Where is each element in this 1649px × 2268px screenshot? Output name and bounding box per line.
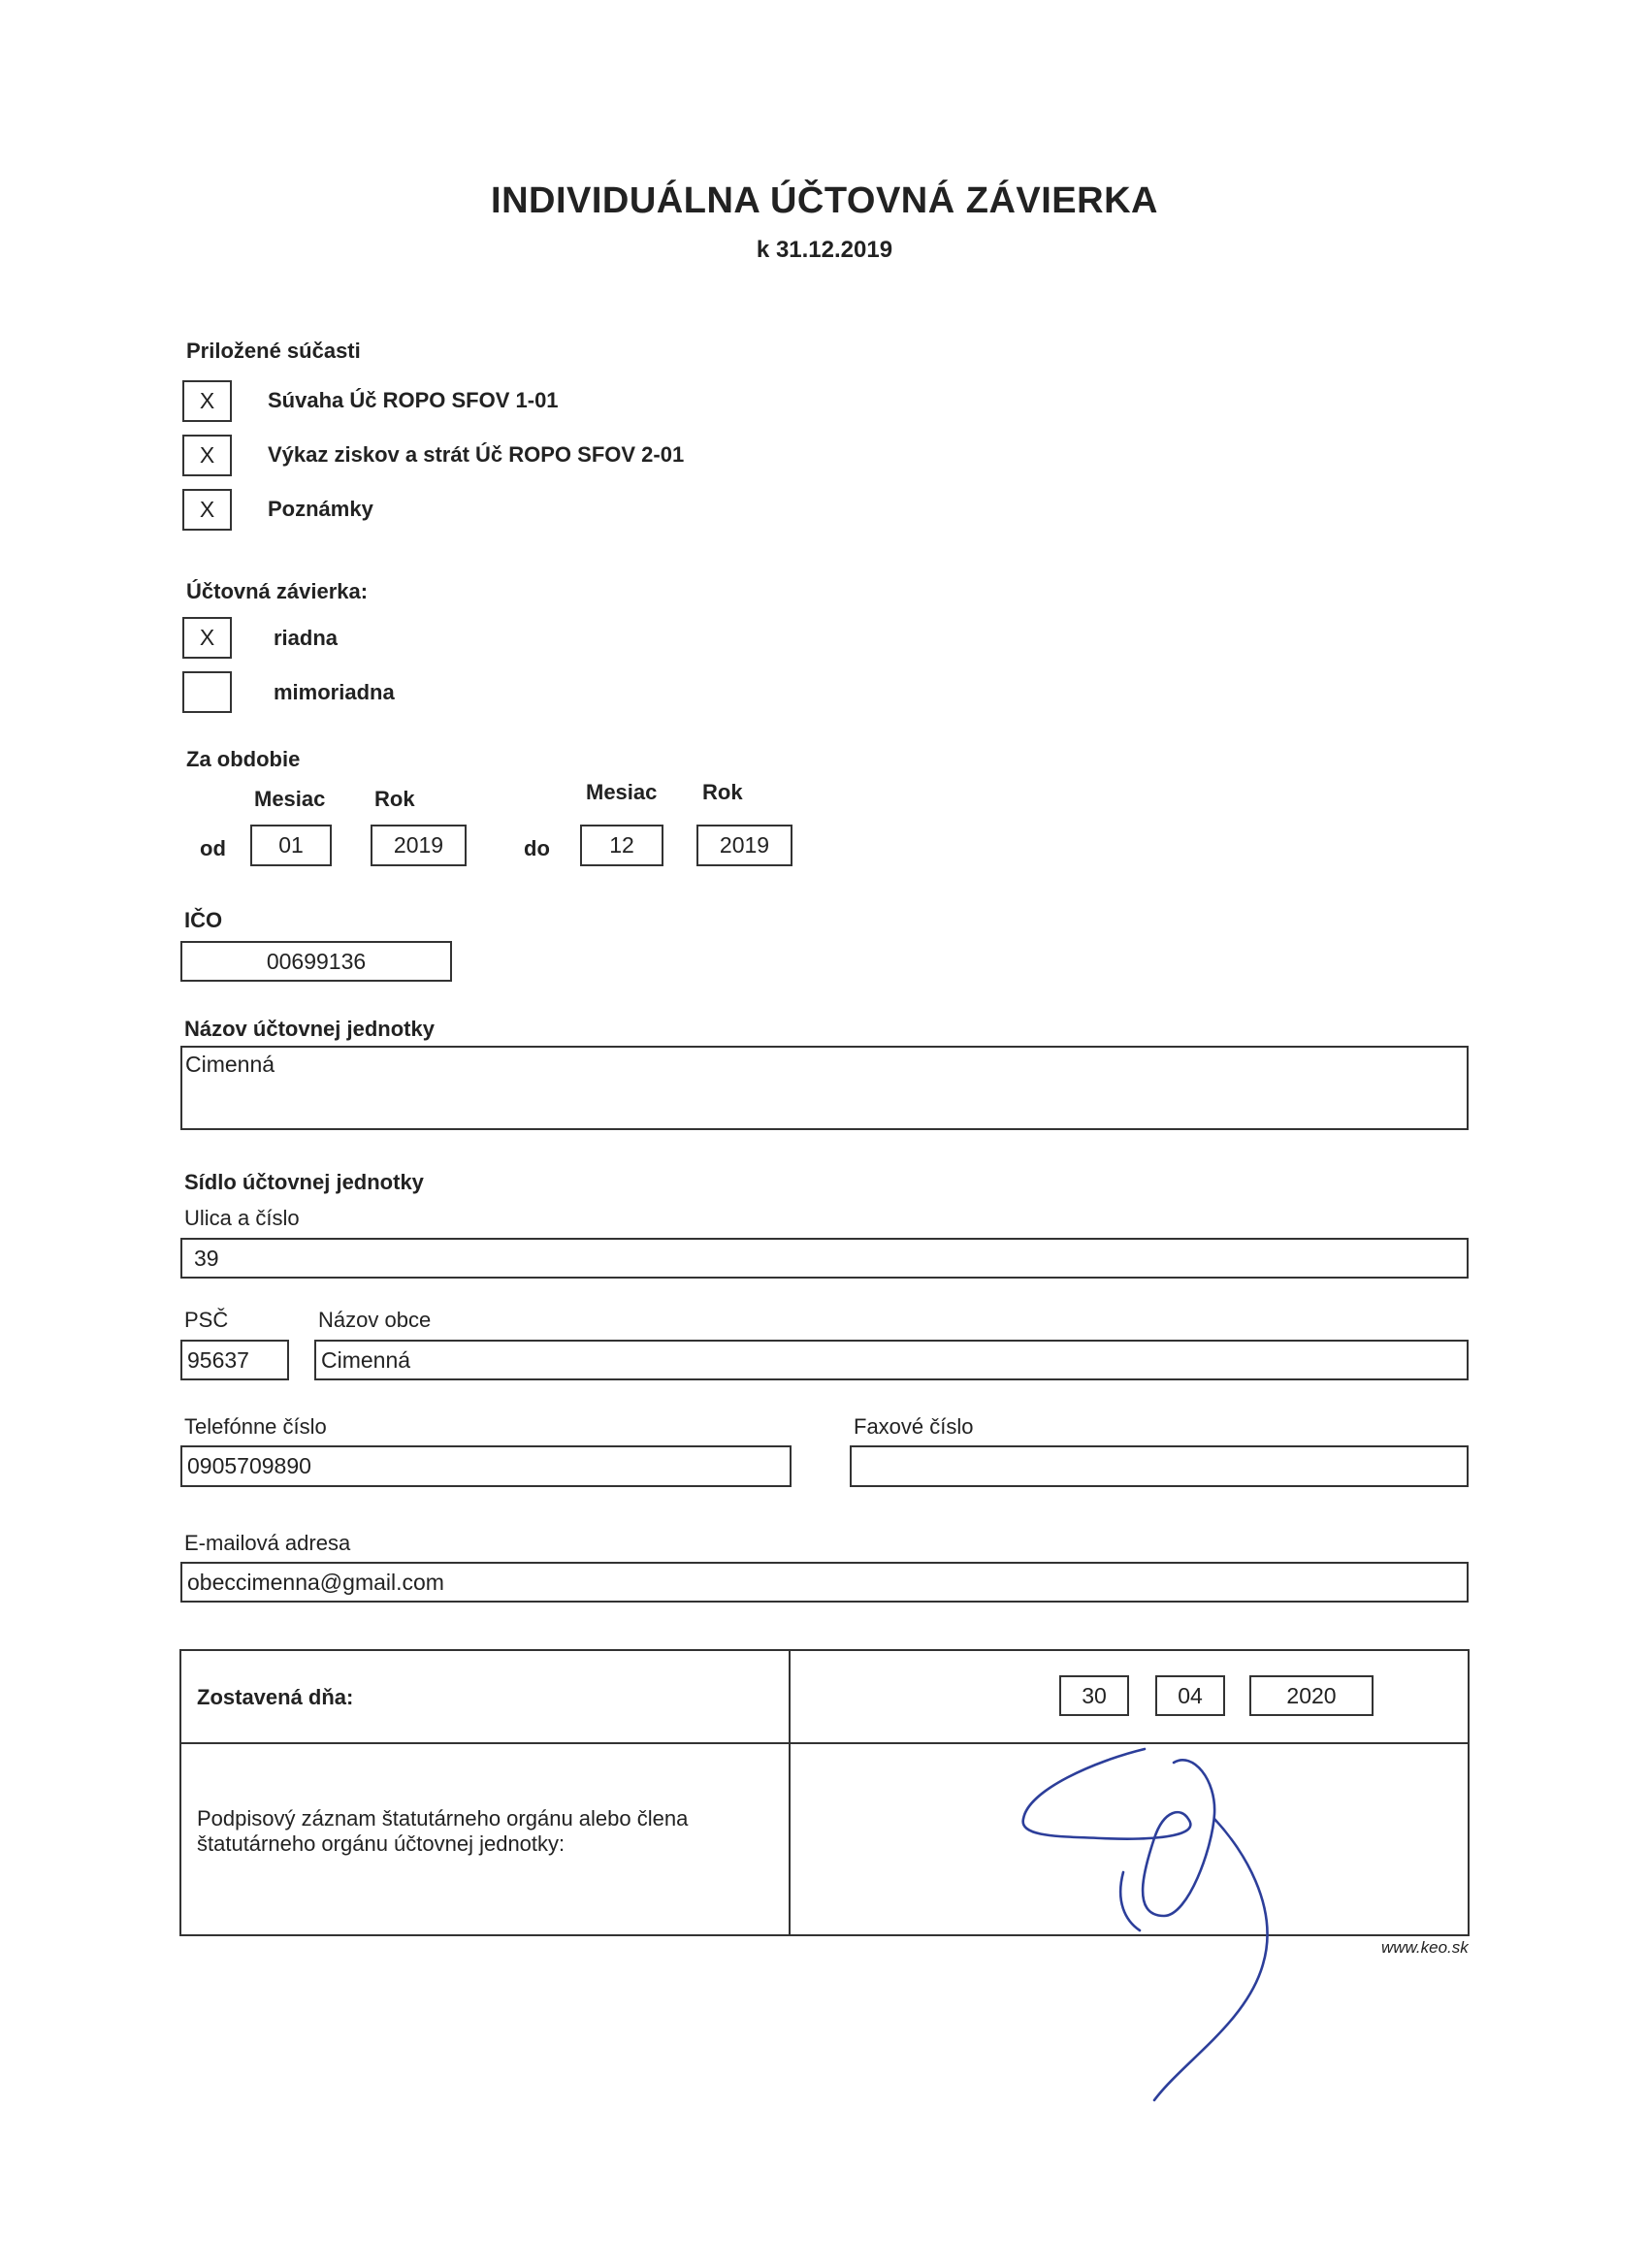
compiled-day-field[interactable]: 30: [1059, 1675, 1129, 1716]
seat-heading: Sídlo účtovnej jednotky: [184, 1170, 424, 1194]
attachment-label-notes: Poznámky: [268, 497, 373, 521]
period-to-year-label: Rok: [702, 780, 743, 804]
attachment-label-income: Výkaz ziskov a strát Úč ROPO SFOV 2-01: [268, 442, 685, 467]
psc-field[interactable]: 95637: [180, 1340, 289, 1380]
closing-type-heading: Účtovná závierka:: [186, 579, 369, 603]
closing-label-regular: riadna: [274, 626, 339, 650]
compiled-label: Zostavená dňa:: [197, 1685, 354, 1709]
period-from-month-field[interactable]: 01: [250, 825, 332, 866]
document-date: k 31.12.2019: [756, 237, 893, 263]
period-to-month-label: Mesiac: [586, 780, 658, 804]
psc-label: PSČ: [184, 1308, 229, 1332]
fax-field[interactable]: [850, 1445, 1469, 1487]
attachment-checkbox-income[interactable]: X: [182, 435, 232, 476]
document-title: INDIVIDUÁLNA ÚČTOVNÁ ZÁVIERKA: [491, 180, 1158, 221]
period-from-year-field[interactable]: 2019: [371, 825, 467, 866]
signature-label-line2: štatutárneho orgánu účtovnej jednotky:: [197, 1831, 566, 1856]
period-to-label: do: [524, 836, 550, 860]
table-column-divider: [789, 1649, 791, 1936]
period-to-month-field[interactable]: 12: [580, 825, 663, 866]
period-from-label: od: [200, 836, 226, 860]
compiled-month-field[interactable]: 04: [1155, 1675, 1225, 1716]
fax-label: Faxové číslo: [854, 1414, 974, 1439]
period-from-month-label: Mesiac: [254, 787, 326, 811]
handwritten-signature: [1009, 1741, 1300, 2110]
town-label: Názov obce: [318, 1308, 432, 1332]
attachment-checkbox-balance[interactable]: X: [182, 380, 232, 422]
attachment-label-balance: Súvaha Úč ROPO SFOV 1-01: [268, 388, 559, 412]
email-label: E-mailová adresa: [184, 1531, 351, 1555]
ico-field[interactable]: 00699136: [180, 941, 452, 982]
entity-name-field[interactable]: Cimenná: [180, 1046, 1469, 1130]
closing-checkbox-extraordinary[interactable]: [182, 671, 232, 713]
email-field[interactable]: obeccimenna@gmail.com: [180, 1562, 1469, 1603]
attachments-heading: Priložené súčasti: [186, 339, 361, 363]
town-field[interactable]: Cimenná: [314, 1340, 1469, 1380]
period-to-year-field[interactable]: 2019: [696, 825, 792, 866]
period-heading: Za obdobie: [186, 747, 301, 771]
signature-label-line1: Podpisový záznam štatutárneho orgánu alebo člena: [197, 1806, 689, 1831]
closing-checkbox-regular[interactable]: X: [182, 617, 232, 659]
attachment-checkbox-notes[interactable]: X: [182, 489, 232, 531]
street-label: Ulica a číslo: [184, 1206, 300, 1230]
ico-label: IČO: [184, 908, 223, 932]
closing-label-extraordinary: mimoriadna: [274, 680, 395, 704]
phone-label: Telefónne číslo: [184, 1414, 327, 1439]
source-watermark: www.keo.sk: [1381, 1938, 1469, 1957]
street-field[interactable]: 39: [180, 1238, 1469, 1279]
phone-field[interactable]: 0905709890: [180, 1445, 792, 1487]
period-from-year-label: Rok: [374, 787, 415, 811]
compiled-year-field[interactable]: 2020: [1249, 1675, 1374, 1716]
entity-name-label: Názov účtovnej jednotky: [184, 1017, 435, 1041]
